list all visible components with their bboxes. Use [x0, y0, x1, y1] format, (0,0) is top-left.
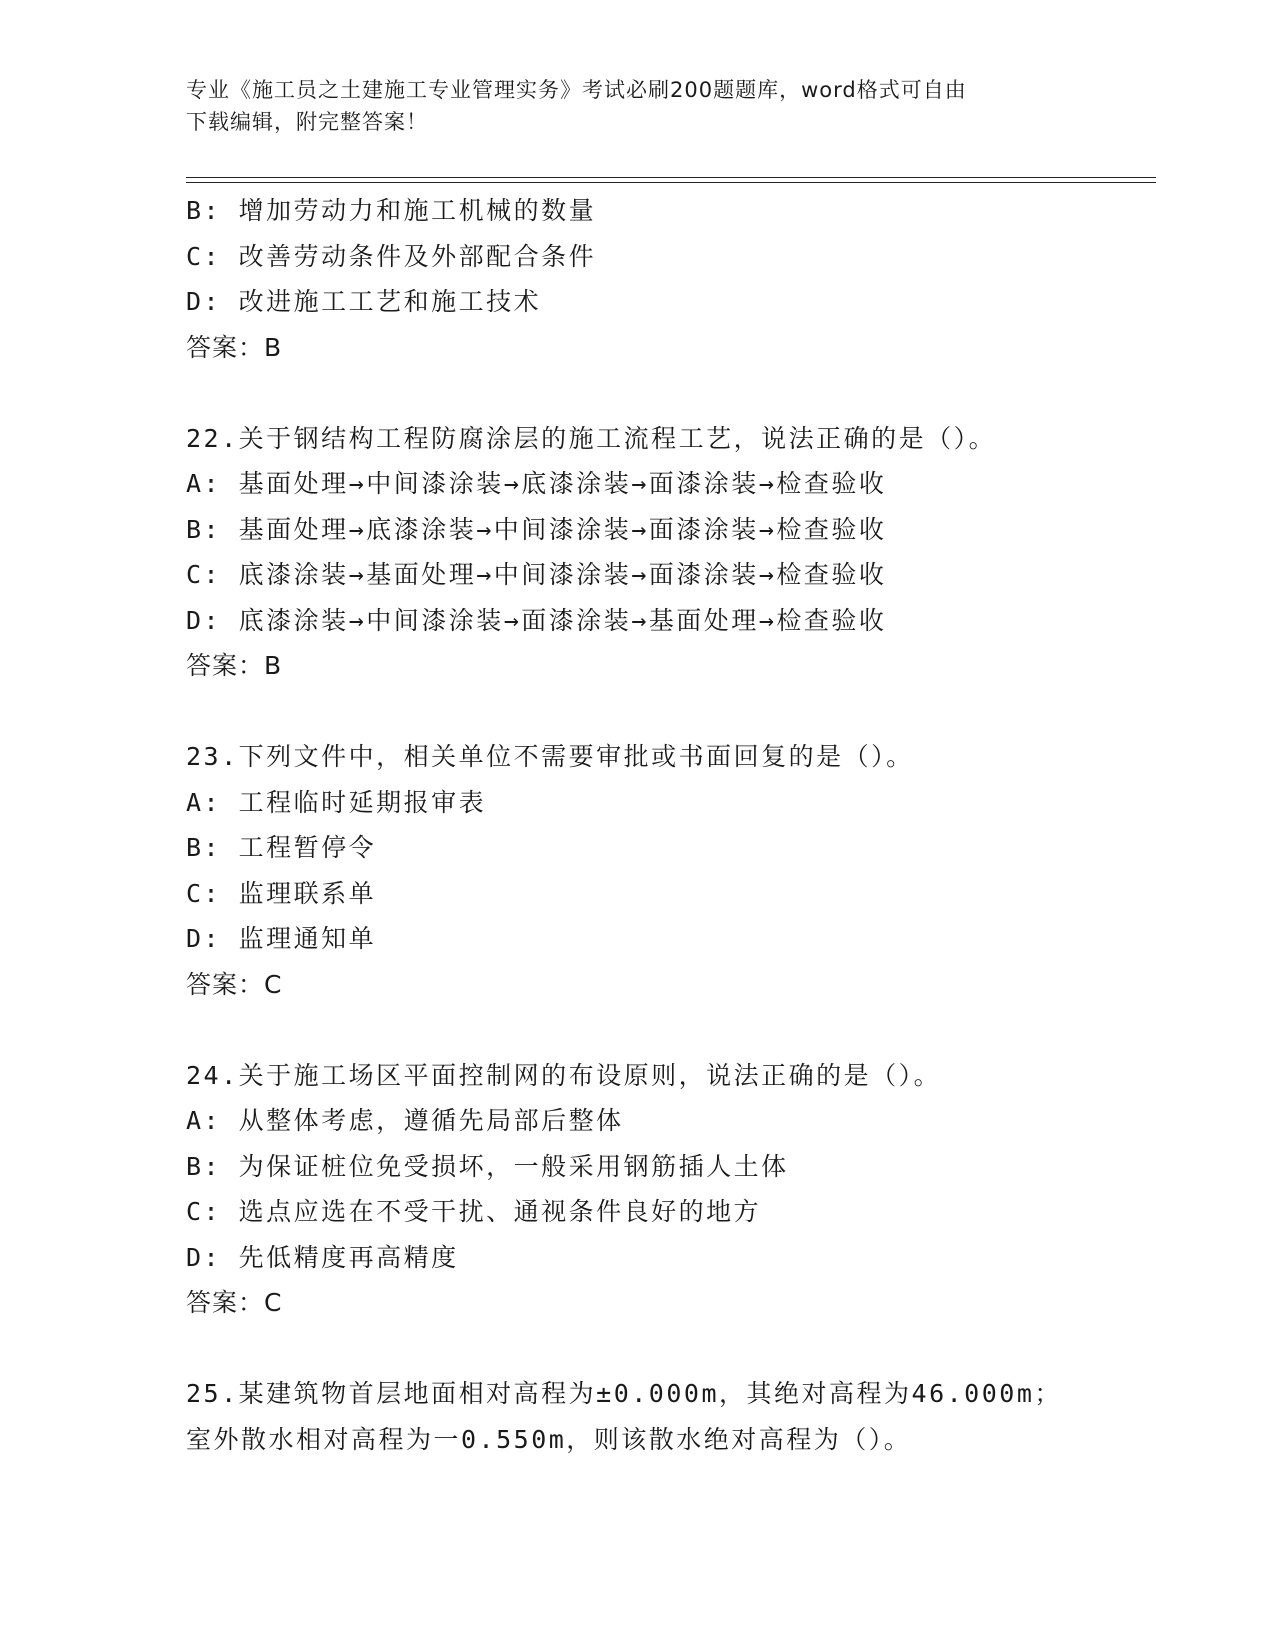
option-b: B: 为保证桩位免受损坏，一般采用钢筋插人土体 — [186, 1151, 789, 1181]
spacer — [186, 689, 1136, 735]
header-line-1: 专业《施工员之土建施工专业管理实务》考试必刷200题题库，word格式可自由 — [186, 78, 967, 102]
question-stem: 22.关于钢结构工程防腐涂层的施工流程工艺，说法正确的是（）。 — [186, 423, 997, 453]
option-c: C: 改善劳动条件及外部配合条件 — [186, 241, 597, 271]
answer-line: 答案：B — [186, 651, 283, 680]
option-d: D: 监理通知单 — [186, 924, 377, 953]
option-d: D: 改进施工工艺和施工技术 — [186, 287, 542, 316]
option-b: B: 增加劳动力和施工机械的数量 — [186, 196, 597, 225]
spacer — [186, 1326, 1136, 1372]
question-stem: 25.某建筑物首层地面相对高程为±0.000m，其绝对高程为46.000m； — [186, 1379, 1062, 1408]
spacer — [186, 370, 1136, 416]
question-stem: 24.关于施工场区平面控制网的布设原则，说法正确的是（）。 — [186, 1060, 942, 1090]
option-a: A: 从整体考虑，遵循先局部后整体 — [186, 1106, 624, 1135]
header-line-2: 下载编辑，附完整答案！ — [186, 110, 428, 134]
answer-line: 答案：B — [186, 332, 283, 362]
answer-line: 答案：C — [186, 969, 283, 999]
option-a: A: 基面处理→中间漆涂装→底漆涂装→面漆涂装→检查验收 — [186, 469, 887, 498]
option-d: D: 底漆涂装→中间漆涂装→面漆涂装→基面处理→检查验收 — [186, 605, 887, 635]
question-list — [186, 188, 1136, 1462]
option-c: C: 监理联系单 — [186, 878, 377, 908]
document-header — [186, 74, 1086, 138]
option-c: C: 选点应选在不受干扰、通视条件良好的地方 — [186, 1197, 762, 1226]
header-divider-bottom — [186, 182, 1156, 183]
option-b: B: 基面处理→底漆涂装→中间漆涂装→面漆涂装→检查验收 — [186, 514, 887, 544]
question-stem-continued: 室外散水相对高程为一0.550m，则该散水绝对高程为（）。 — [186, 1424, 912, 1454]
option-a: A: 工程临时延期报审表 — [186, 787, 487, 817]
spacer — [186, 1007, 1136, 1053]
answer-line: 答案：C — [186, 1288, 283, 1317]
option-c: C: 底漆涂装→基面处理→中间漆涂装→面漆涂装→检查验收 — [186, 560, 887, 589]
header-divider-top — [186, 177, 1156, 178]
question-stem: 23.下列文件中，相关单位不需要审批或书面回复的是（）。 — [186, 742, 914, 771]
option-d: D: 先低精度再高精度 — [186, 1242, 459, 1272]
option-b: B: 工程暂停令 — [186, 833, 377, 862]
